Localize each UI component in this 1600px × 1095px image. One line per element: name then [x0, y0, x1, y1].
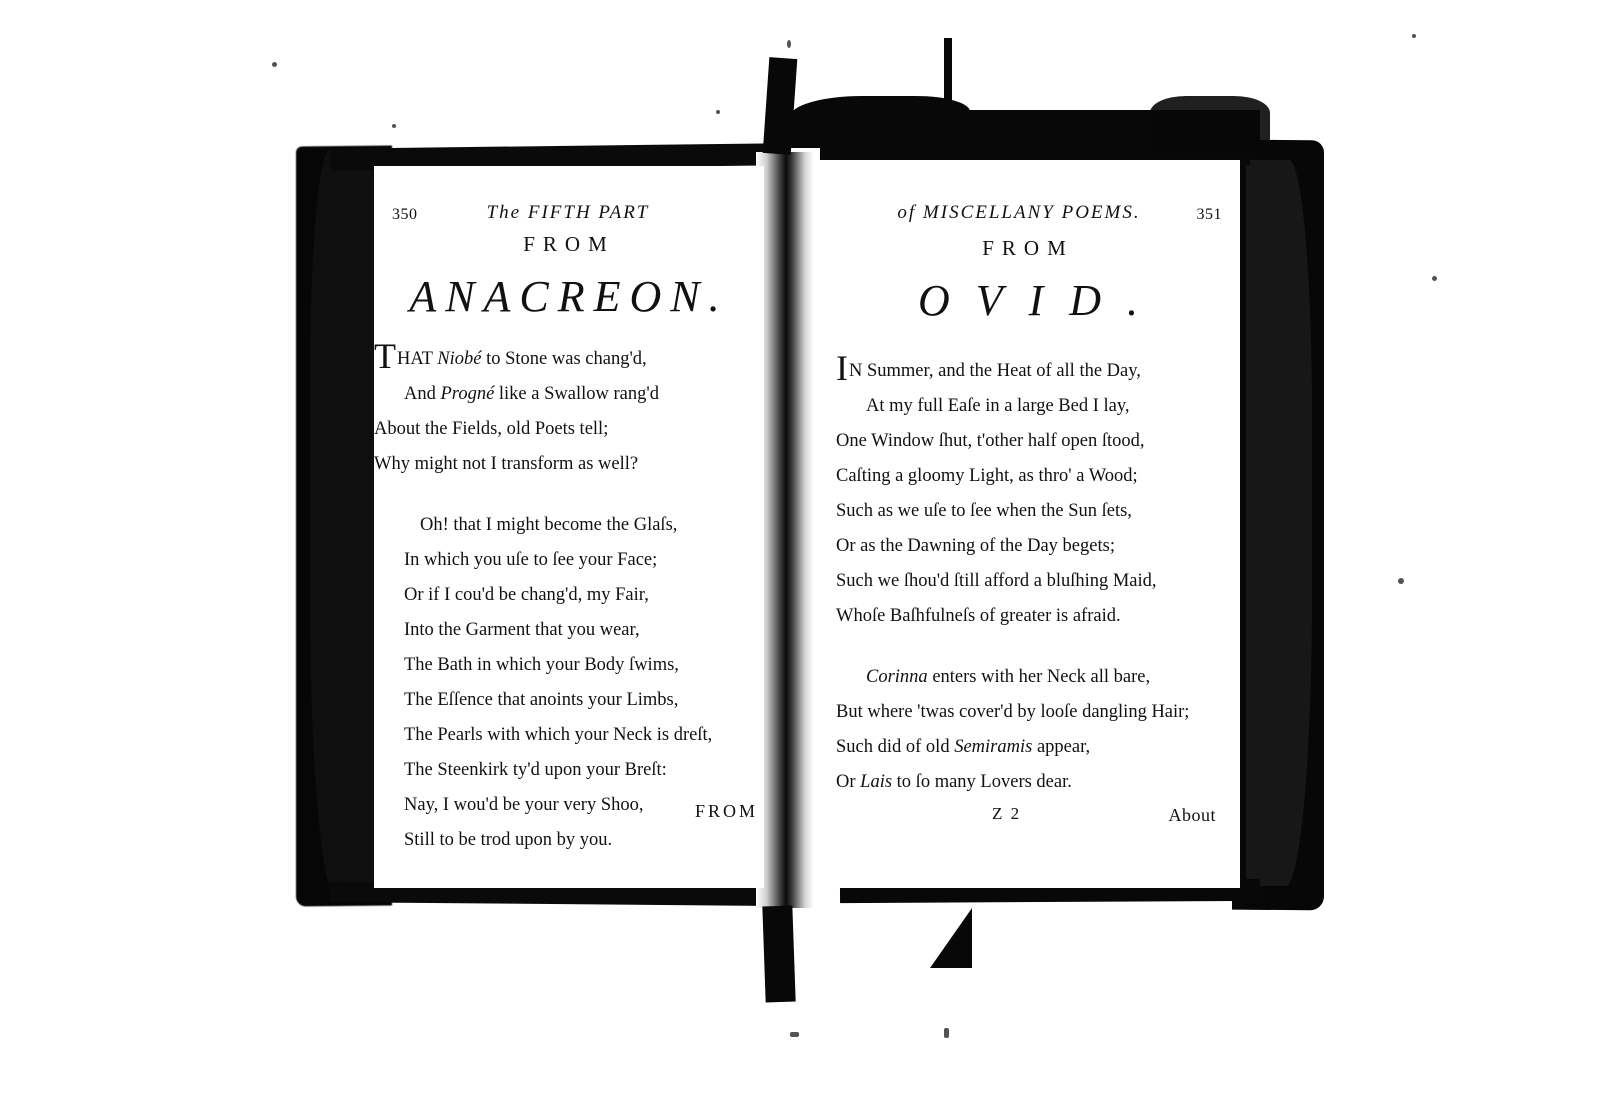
poem-line: Whoſe Baſhfulneſs of greater is afraid. — [836, 606, 1121, 626]
poem-line: At my full Eaſe in a large Bed I lay, — [866, 396, 1130, 416]
book-spine-shadow-right — [1246, 160, 1312, 886]
scan-speck — [392, 124, 396, 128]
scan-speck — [272, 62, 277, 67]
poem-line: One Window ſhut, t'other half open ſtood, — [836, 431, 1145, 451]
book-spine-shadow-left — [310, 150, 376, 898]
poem-line: But where 'twas cover'd by looſe dangling Hair; — [836, 702, 1190, 722]
poem-line: The Pearls with which your Neck is dreſt, — [404, 725, 713, 745]
author-heading-anacreon: ANACREON. — [409, 272, 729, 321]
poem-line: Corinna enters with her Neck all bare, — [866, 667, 1151, 687]
poem-line: The Bath in which your Body ſwims, — [404, 655, 679, 675]
page-left — [374, 166, 764, 888]
scan-speck — [944, 1028, 949, 1038]
catchword-left: FROM — [694, 801, 758, 821]
scan-speck — [1432, 276, 1437, 281]
signature-mark-right: Z 2 — [992, 804, 1022, 823]
from-label-right: FROM — [982, 236, 1074, 260]
scan-speck — [787, 40, 791, 48]
scan-speck — [790, 1032, 799, 1037]
scan-speck — [716, 110, 720, 114]
poem-line: Or Lais to ſo many Lovers dear. — [836, 772, 1072, 792]
poem-line: And Progné like a Swallow rang'd — [404, 384, 659, 404]
author-heading-ovid: OVID. — [917, 276, 1165, 325]
poem-line: Nay, I wou'd be your very Shoo, — [404, 795, 644, 815]
stanza-break — [374, 482, 764, 508]
bookmark-ribbon — [762, 906, 795, 1003]
folio-number-right: 351 — [1196, 206, 1222, 223]
scan-blot — [1150, 96, 1270, 152]
scan-blot — [930, 908, 972, 968]
poem-line: Or if I cou'd be chang'd, my Fair, — [404, 585, 649, 605]
from-label-left: FROM — [523, 232, 615, 256]
book-gutter — [756, 152, 814, 908]
running-head-left: The FIFTH PART — [486, 202, 650, 223]
page-right — [816, 160, 1240, 888]
poem-line: Why might not I transform as well? — [374, 454, 639, 474]
poem-line: Into the Garment that you wear, — [404, 620, 640, 640]
poem-body-right — [816, 348, 1240, 800]
poem-line: Such as we uſe to ſee when the Sun ſets, — [836, 501, 1132, 521]
poem-line: About the Fields, old Poets tell; — [374, 419, 609, 439]
scan-speck — [1412, 34, 1416, 38]
poem-line: IN Summer, and the Heat of all the Day, — [836, 348, 1141, 388]
folio-number-left: 350 — [392, 206, 418, 223]
poem-line: Such we ſhou'd ſtill afford a bluſhing Maid, — [836, 571, 1157, 591]
poem-line: Caſting a gloomy Light, as thro' a Wood; — [836, 466, 1138, 486]
poem-line: The Eſſence that anoints your Limbs, — [404, 690, 679, 710]
stanza-break — [836, 634, 1240, 660]
scan-speck — [1398, 578, 1404, 584]
catchword-right: About — [1168, 805, 1216, 825]
scan-blot — [944, 38, 952, 148]
poem-line: THAT Niobé to Stone was chang'd, — [374, 336, 647, 376]
poem-body-left — [374, 336, 764, 858]
poem-line: Or as the Dawning of the Day begets; — [836, 536, 1115, 556]
scan-blot — [790, 96, 970, 148]
running-head-right: of MISCELLANY POEMS. — [897, 202, 1141, 223]
poem-line: Oh! that I might become the Glaſs, — [420, 515, 678, 535]
poem-line: Still to be trod upon by you. — [404, 830, 613, 850]
poem-line: Such did of old Semiramis appear, — [836, 737, 1091, 757]
poem-line: The Steenkirk ty'd upon your Breſt: — [404, 760, 667, 780]
poem-line: In which you uſe to ſee your Face; — [404, 550, 658, 570]
